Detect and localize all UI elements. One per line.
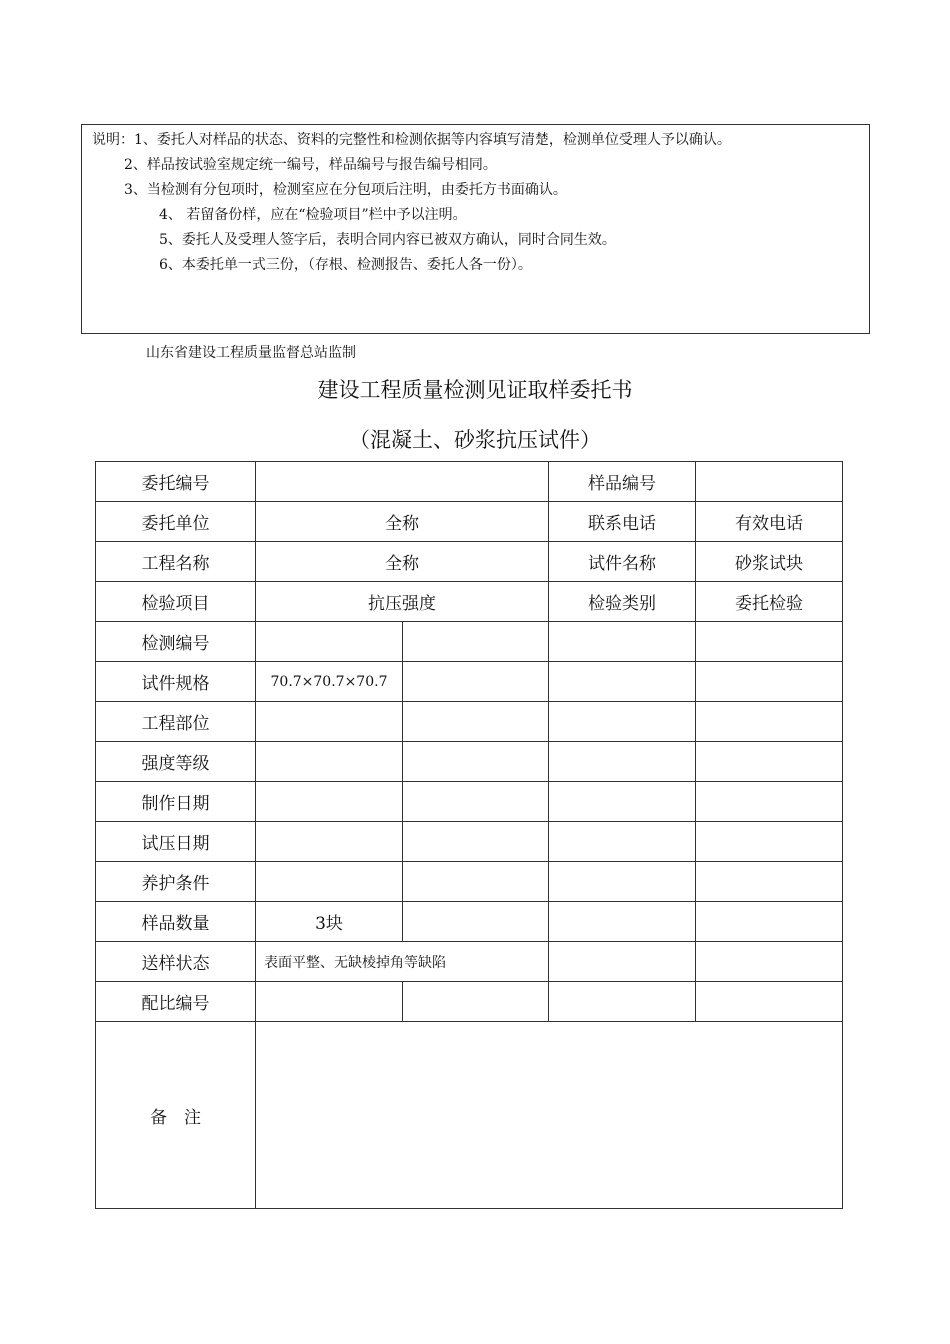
field-label: 强度等级 xyxy=(96,742,256,782)
client-unit-field[interactable]: 全称 xyxy=(256,502,549,542)
grid-cell[interactable] xyxy=(403,822,549,862)
form-row-sample-state xyxy=(96,942,843,982)
page-title: 建设工程质量检测见证取样委托书 xyxy=(317,378,633,402)
note-line-5: 5、委托人及受理人签字后，表明合同内容已被双方确认，同时合同生效。 xyxy=(159,232,616,248)
field-label: 样品数量 xyxy=(96,902,256,942)
grid-cell[interactable] xyxy=(549,902,696,942)
grid-cell[interactable] xyxy=(549,702,696,742)
form-row-inspection xyxy=(96,582,843,622)
grid-cell[interactable] xyxy=(549,982,696,1022)
remark-field[interactable] xyxy=(256,1022,843,1209)
grid-cell[interactable] xyxy=(696,822,843,862)
form-row-project-part xyxy=(96,702,843,742)
grid-cell[interactable] xyxy=(696,662,843,702)
field-label: 试件规格 xyxy=(96,662,256,702)
field-label: 检验项目 xyxy=(96,582,256,622)
grid-cell[interactable] xyxy=(549,622,696,662)
grid-cell[interactable] xyxy=(256,822,403,862)
project-name-field[interactable]: 全称 xyxy=(256,542,549,582)
field-label: 联系电话 xyxy=(549,502,696,542)
grid-cell[interactable] xyxy=(256,782,403,822)
grid-cell[interactable] xyxy=(696,782,843,822)
note-line-6: 6、本委托单一式三份，（存根、检测报告、委托人各一份）。 xyxy=(159,257,532,273)
grid-cell[interactable] xyxy=(256,702,403,742)
grid-cell[interactable] xyxy=(696,742,843,782)
grid-cell[interactable]: 3块 xyxy=(256,902,403,942)
grid-cell[interactable] xyxy=(696,902,843,942)
field-label: 委托编号 xyxy=(96,462,256,502)
form-row-test-number xyxy=(96,622,843,662)
form-row-specimen-size xyxy=(96,662,843,702)
notes-box xyxy=(81,124,870,334)
grid-cell[interactable] xyxy=(403,742,549,782)
grid-cell[interactable] xyxy=(403,622,549,662)
sample-number-input[interactable] xyxy=(696,462,843,502)
field-label: 养护条件 xyxy=(96,862,256,902)
form-row-project xyxy=(96,542,843,582)
form-row-test-date xyxy=(96,822,843,862)
grid-cell[interactable] xyxy=(549,782,696,822)
specimen-name-field[interactable]: 砂浆试块 xyxy=(696,542,843,582)
grid-cell[interactable] xyxy=(256,982,403,1022)
grid-cell[interactable] xyxy=(696,942,843,982)
phone-field[interactable]: 有效电话 xyxy=(696,502,843,542)
remark-label: 备 注 xyxy=(96,1022,256,1209)
grid-cell[interactable] xyxy=(549,742,696,782)
field-label: 试压日期 xyxy=(96,822,256,862)
field-label: 委托单位 xyxy=(96,502,256,542)
form-row-production-date xyxy=(96,782,843,822)
grid-cell[interactable] xyxy=(403,782,549,822)
grid-cell[interactable] xyxy=(256,742,403,782)
field-label: 工程部位 xyxy=(96,702,256,742)
issuer-text: 山东省建设工程质量监督总站监制 xyxy=(146,345,356,361)
grid-cell[interactable] xyxy=(403,982,549,1022)
grid-cell[interactable] xyxy=(549,822,696,862)
grid-cell[interactable] xyxy=(549,662,696,702)
form-row-curing xyxy=(96,862,843,902)
form-row-commission-number xyxy=(96,462,843,502)
form-row-client xyxy=(96,502,843,542)
field-label: 配比编号 xyxy=(96,982,256,1022)
grid-cell[interactable] xyxy=(696,862,843,902)
field-label: 工程名称 xyxy=(96,542,256,582)
form-row-mix-number xyxy=(96,982,843,1022)
form-row-remark xyxy=(96,1022,843,1209)
grid-cell[interactable] xyxy=(403,862,549,902)
field-label: 样品编号 xyxy=(549,462,696,502)
grid-cell[interactable]: 表面平整、无缺棱掉角等缺陷 xyxy=(256,942,549,982)
grid-cell[interactable] xyxy=(403,902,549,942)
note-line-2: 2、样品按试验室规定统一编号，样品编号与报告编号相同。 xyxy=(124,157,497,173)
grid-cell[interactable] xyxy=(403,702,549,742)
note-line-1: 说明：1、委托人对样品的状态、资料的完整性和检测依据等内容填写清楚，检测单位受理人予以确认。 xyxy=(92,132,731,148)
grid-cell[interactable] xyxy=(549,862,696,902)
inspection-type-field[interactable]: 委托检验 xyxy=(696,582,843,622)
grid-cell[interactable] xyxy=(696,622,843,662)
field-label: 检验类别 xyxy=(549,582,696,622)
commission-form-table xyxy=(95,461,843,1209)
grid-cell[interactable]: 70.7×70.7×70.7 xyxy=(256,662,403,702)
grid-cell[interactable] xyxy=(549,942,696,982)
grid-cell[interactable] xyxy=(403,662,549,702)
note-line-4: 4、 若留备份样，应在“检验项目”栏中予以注明。 xyxy=(159,207,467,223)
page-subtitle: （混凝土、砂浆抗压试件） xyxy=(349,428,601,452)
grid-cell[interactable] xyxy=(256,622,403,662)
form-row-sample-count xyxy=(96,902,843,942)
field-label: 检测编号 xyxy=(96,622,256,662)
inspection-item-field[interactable]: 抗压强度 xyxy=(256,582,549,622)
grid-cell[interactable] xyxy=(696,982,843,1022)
field-label: 送样状态 xyxy=(96,942,256,982)
form-row-strength-grade xyxy=(96,742,843,782)
field-label: 制作日期 xyxy=(96,782,256,822)
field-label: 试件名称 xyxy=(549,542,696,582)
commission-number-input[interactable] xyxy=(256,462,549,502)
note-line-3: 3、当检测有分包项时，检测室应在分包项后注明，由委托方书面确认。 xyxy=(124,182,567,198)
grid-cell[interactable] xyxy=(256,862,403,902)
grid-cell[interactable] xyxy=(696,702,843,742)
